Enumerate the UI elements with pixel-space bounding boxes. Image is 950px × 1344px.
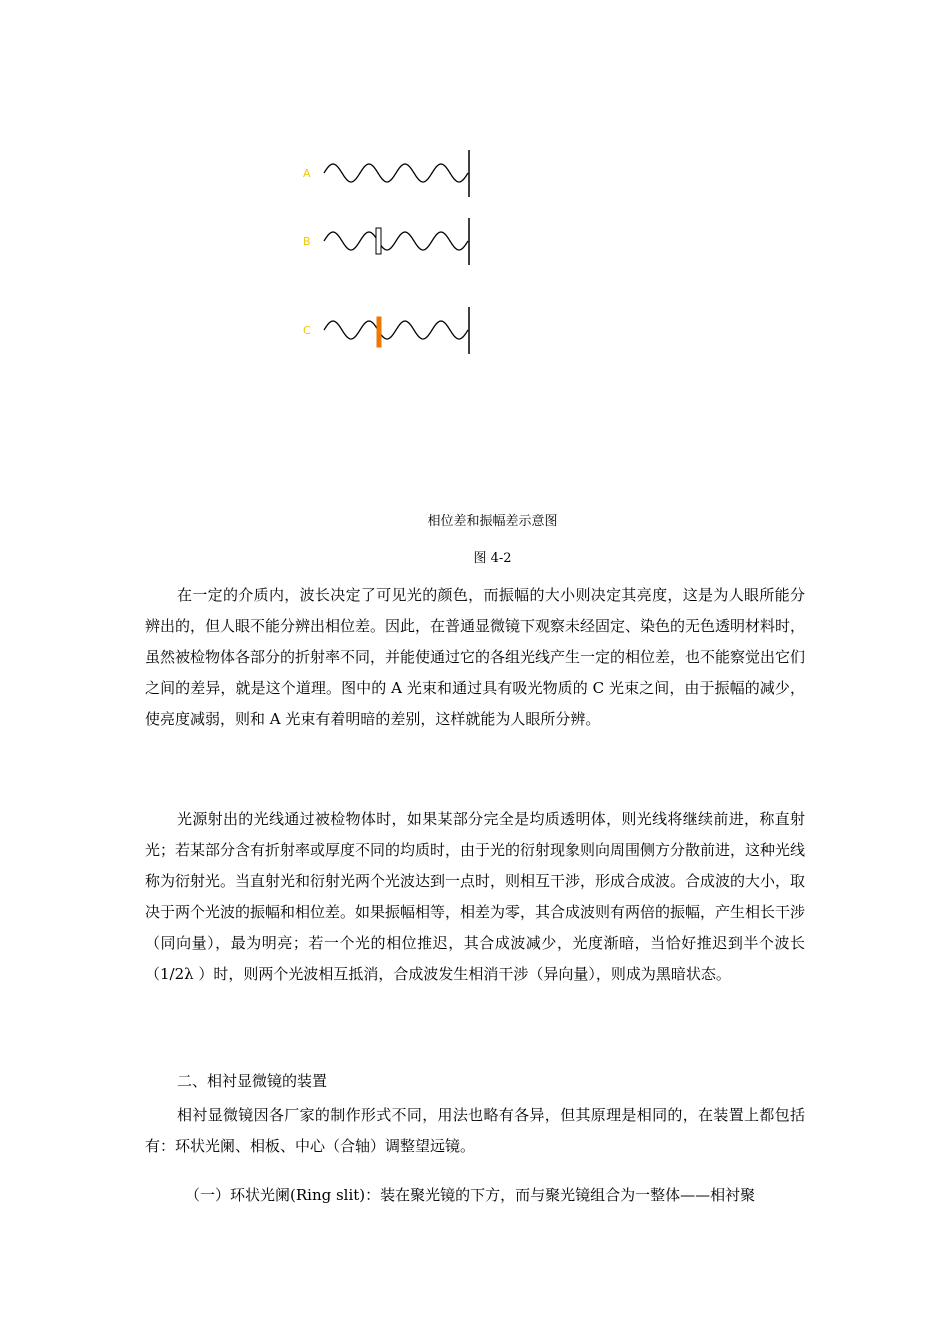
body-paragraph-2: 光源射出的光线通过被检物体时，如果某部分完全是均质透明体，则光线将继续前进，称直射光；若某部分含有折射率或厚度不同的均质时，由于光的衍射现象则向周围侧方分散前进，这种光线称为衍射光。当直射光和衍射光两个光波达到一点时，则相互干涉，形成合成波。合成波的大小，取决于两个光波的振幅和相位差。如果振幅相等，相差为零，其合成波则有两倍的振幅，产生相长干涉（同向量），最为明亮；若一个光的相位推迟，其合成波减少，光度渐暗，当恰好推迟到半个波长（1/2λ ）时，则两个光波相互抵消，合成波发生相消干涉（异向量），则成为黑暗状态。 bbox=[145, 810, 806, 983]
figure-caption-number: 图 4-2 bbox=[473, 551, 512, 566]
wave-label: C bbox=[303, 324, 311, 337]
section-heading: 二、相衬显微镜的装置 bbox=[177, 1072, 328, 1090]
wave-curve bbox=[324, 164, 468, 182]
phase-plate bbox=[376, 228, 381, 254]
wave-rows bbox=[303, 150, 469, 354]
wave-row-a bbox=[303, 150, 469, 197]
body-paragraph-1: 在一定的介质内，波长决定了可见光的颜色，而振幅的大小则决定其亮度，这是为人眼所能分辨出的，但人眼不能分辨出相位差。因此，在普通显微镜下观察未经固定、染色的无色透明材料时，虽然被检物体各部分的折射率不同，并能使通过它的各组光线产生一定的相位差，也不能察觉出它们之间的差异，就是这个道理。图中的 A 光束和通过具有吸光物质的 C 光束之间，由于振幅的减少，使亮度减弱，则和 A 光束有着明暗的差别，这样就能为人眼所分辨。 bbox=[145, 586, 806, 728]
wave-curve bbox=[324, 232, 468, 250]
wave-row-c bbox=[303, 307, 469, 354]
wave-row-b bbox=[303, 218, 469, 265]
body-paragraph-3: 相衬显微镜因各厂家的制作形式不同，用法也略有各异，但其原理是相同的，在装置上都包括有：环状光阑、相板、中心（合轴）调整望远镜。 bbox=[145, 1106, 805, 1155]
absorbing-plate bbox=[377, 317, 381, 347]
body-paragraph-4: （一）环状光阑(Ring slit)：装在聚光镜的下方，而与聚光镜组合为一整体——相衬聚 bbox=[185, 1186, 756, 1204]
figure-caption-title: 相位差和振幅差示意图 bbox=[427, 514, 558, 529]
wave-label: A bbox=[303, 167, 311, 180]
wave-label: B bbox=[303, 235, 311, 248]
wave-curve bbox=[324, 321, 468, 339]
wave-diagram bbox=[0, 0, 950, 500]
